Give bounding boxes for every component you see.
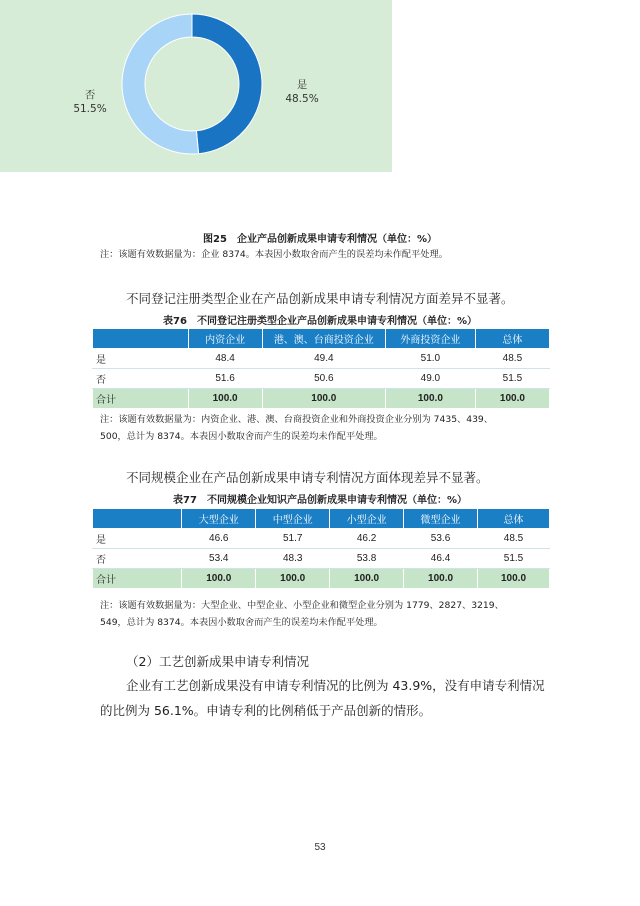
table-cell: 51.7: [256, 529, 330, 549]
table77-caption: 表77 不同规模企业知识产品创新成果申请专利情况（单位：%）: [173, 495, 467, 506]
donut-slice-no: [122, 14, 199, 154]
chart-panel: [0, 0, 392, 172]
pie-label-yes: [282, 78, 322, 106]
figure-note: 注：该题有效数据量为：企业 8374。本表因小数取舍而产生的误差均未作配平处理。: [100, 249, 448, 260]
table-cell: 100.0: [478, 569, 550, 589]
paragraph-2: 不同规模企业在产品创新成果申请专利情况方面体现差异不显著。: [126, 470, 489, 485]
table-cell: 51.5: [475, 369, 549, 389]
table-cell: 100.0: [256, 569, 330, 589]
section-heading: （2）工艺创新成果申请专利情况: [126, 654, 309, 669]
section-paragraph-line1: 企业有工艺创新成果没有申请专利情况的比例为 43.9%，没有申请专利情况: [126, 678, 545, 693]
table-header-cell: 总体: [478, 509, 550, 529]
table-cell: 100.0: [182, 569, 256, 589]
table-header-cell: 小型企业: [330, 509, 404, 529]
table-cell: 51.5: [478, 549, 550, 569]
table-cell: 51.0: [385, 349, 475, 369]
table-cell: 48.3: [256, 549, 330, 569]
page-number: 53: [314, 842, 326, 853]
table77: [92, 508, 550, 589]
table-row: [93, 349, 550, 369]
table-cell: 46.4: [404, 549, 478, 569]
pie-label-yes-value: 48.5%: [285, 93, 319, 105]
table-cell: 53.8: [330, 549, 404, 569]
table-cell: 49.4: [262, 349, 385, 369]
table76: [92, 328, 550, 409]
figure-caption: 图25 企业产品创新成果申请专利情况（单位：%）: [203, 234, 437, 245]
table-cell: 100.0: [404, 569, 478, 589]
table-row: [93, 529, 550, 549]
row-label: 合计: [93, 389, 189, 409]
table-header-cell: 微型企业: [404, 509, 478, 529]
table-cell: 50.6: [262, 369, 385, 389]
table-header-cell: 大型企业: [182, 509, 256, 529]
table-header-cell: 港、澳、台商投资企业: [262, 329, 385, 349]
table76-caption: 表76 不同登记注册类型企业产品创新成果申请专利情况（单位：%）: [163, 316, 477, 327]
pie-label-no: [70, 88, 110, 116]
table-total-row: [93, 389, 550, 409]
table-cell: 46.2: [330, 529, 404, 549]
table-cell: 100.0: [262, 389, 385, 409]
donut-chart: [0, 0, 392, 172]
table-cell: 53.6: [404, 529, 478, 549]
pie-label-yes-name: 是: [296, 79, 308, 91]
table-cell: 53.4: [182, 549, 256, 569]
table-header-cell: [93, 509, 182, 529]
table-cell: 48.5: [478, 529, 550, 549]
table-cell: 100.0: [188, 389, 262, 409]
table-cell: 46.6: [182, 529, 256, 549]
table-header-cell: 中型企业: [256, 509, 330, 529]
table-cell: 100.0: [475, 389, 549, 409]
table-cell: 100.0: [385, 389, 475, 409]
table-row: [93, 369, 550, 389]
row-label: 是: [93, 529, 182, 549]
pie-label-no-value: 51.5%: [73, 103, 107, 115]
table76-note-line2: 500，总计为 8374。本表因小数取舍而产生的误差均未作配平处理。: [100, 431, 383, 442]
table77-note-line1: 注：该题有效数据量为：大型企业、中型企业、小型企业和微型企业分别为 1779、2827、3219、: [100, 600, 504, 611]
table-header-row: [93, 509, 550, 529]
table76-note-line1: 注：该题有效数据量为：内资企业、港、澳、台商投资企业和外商投资企业分别为 7435、439、: [100, 414, 493, 425]
table-row: [93, 549, 550, 569]
table-header-cell: 内资企业: [188, 329, 262, 349]
table77-note-line2: 549，总计为 8374。本表因小数取舍而产生的误差均未作配平处理。: [100, 617, 383, 628]
row-label: 合计: [93, 569, 182, 589]
donut-slice-yes: [192, 14, 262, 154]
row-label: 是: [93, 349, 189, 369]
table-cell: 48.4: [188, 349, 262, 369]
table-header-cell: [93, 329, 189, 349]
row-label: 否: [93, 549, 182, 569]
table-cell: 49.0: [385, 369, 475, 389]
paragraph-1: 不同登记注册类型企业在产品创新成果申请专利情况方面差异不显著。: [126, 291, 514, 306]
row-label: 否: [93, 369, 189, 389]
table-header-cell: 总体: [475, 329, 549, 349]
pie-label-no-name: 否: [84, 89, 96, 101]
table-header-row: [93, 329, 550, 349]
table-header-cell: 外商投资企业: [385, 329, 475, 349]
table-cell: 100.0: [330, 569, 404, 589]
table-total-row: [93, 569, 550, 589]
table-cell: 48.5: [475, 349, 549, 369]
table-cell: 51.6: [188, 369, 262, 389]
section-paragraph-line2: 的比例为 56.1%。申请专利的比例稍低于产品创新的情形。: [100, 703, 432, 718]
